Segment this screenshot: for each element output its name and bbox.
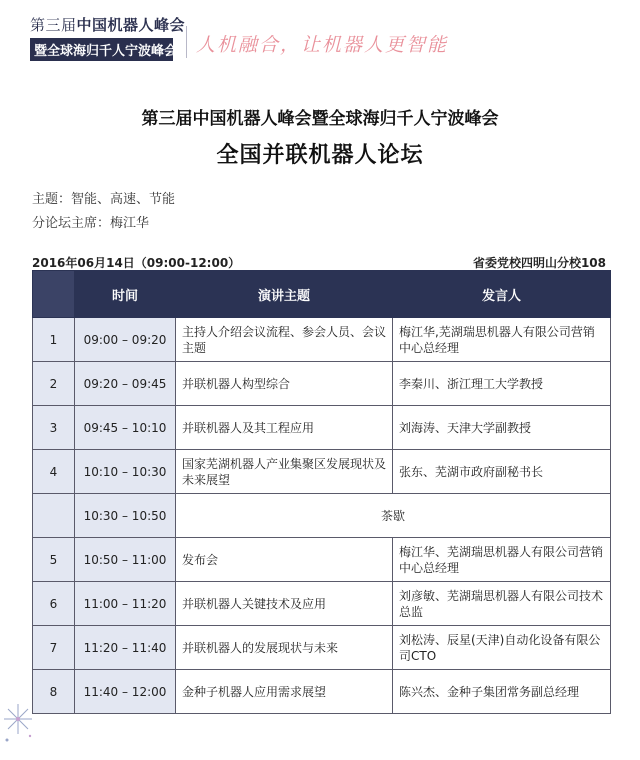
row-speaker: 梅江华、芜湖瑞思机器人有限公司营销中心总经理 (393, 538, 611, 582)
row-time: 11:00 – 11:20 (75, 582, 176, 626)
break-num (33, 494, 75, 538)
sparkle-icon (0, 700, 40, 750)
table-row (33, 582, 611, 626)
row-time: 09:45 – 10:10 (75, 406, 176, 450)
row-topic: 并联机器人及其工程应用 (176, 406, 393, 450)
session-venue: 省委党校四明山分校108 (472, 256, 606, 270)
row-num: 6 (33, 582, 75, 626)
brand-line2: 暨全球海归千人宁波峰会 (30, 38, 173, 61)
schedule-table (32, 270, 611, 714)
break-time: 10:30 – 10:50 (75, 494, 176, 538)
row-num: 3 (33, 406, 75, 450)
row-time: 09:20 – 09:45 (75, 362, 176, 406)
row-time: 10:10 – 10:30 (75, 450, 176, 494)
table-row (33, 450, 611, 494)
row-speaker: 刘松涛、辰星(天津)自动化设备有限公司CTO (393, 626, 611, 670)
row-time: 10:50 – 11:00 (75, 538, 176, 582)
theme-line: 主题：智能、高速、节能 (32, 192, 176, 207)
forum-title: 全国并联机器人论坛 (216, 143, 424, 168)
row-speaker: 刘彦敏、芜湖瑞思机器人有限公司技术总监 (393, 582, 611, 626)
row-time: 11:20 – 11:40 (75, 626, 176, 670)
header-num (33, 271, 75, 318)
row-time: 11:40 – 12:00 (75, 670, 176, 714)
row-num: 1 (33, 318, 75, 362)
header-time: 时间 (75, 271, 176, 318)
row-topic: 发布会 (176, 538, 393, 582)
break-row (33, 494, 611, 538)
event-title: 第三届中国机器人峰会暨全球海归千人宁波峰会 (141, 109, 499, 129)
table-row (33, 670, 611, 714)
header-speaker: 发言人 (393, 271, 611, 318)
brand-line1-bold: 中国机器人峰会 (76, 16, 186, 34)
table-row (33, 626, 611, 670)
row-speaker: 刘海涛、天津大学副教授 (393, 406, 611, 450)
row-topic: 并联机器人的发展现状与未来 (176, 626, 393, 670)
row-topic: 并联机器人构型综合 (176, 362, 393, 406)
slogan: 人机融合，让机器人更智能 (196, 34, 449, 56)
brand-line1-prefix: 第三届 (30, 16, 77, 34)
row-speaker: 梅江华,芜湖瑞思机器人有限公司营销中心总经理 (393, 318, 611, 362)
row-num: 7 (33, 626, 75, 670)
row-topic: 金种子机器人应用需求展望 (176, 670, 393, 714)
brand-divider (186, 26, 187, 58)
row-speaker: 陈兴杰、金种子集团常务副总经理 (393, 670, 611, 714)
chair-line: 分论坛主席：梅江华 (32, 216, 150, 231)
row-num: 8 (33, 670, 75, 714)
row-topic: 并联机器人关键技术及应用 (176, 582, 393, 626)
row-topic: 主持人介绍会议流程、参会人员、会议主题 (176, 318, 393, 362)
row-num: 2 (33, 362, 75, 406)
table-row (33, 362, 611, 406)
table-row (33, 538, 611, 582)
session-date: 2016年06月14日（09:00-12:00） (32, 256, 241, 270)
row-num: 5 (33, 538, 75, 582)
brand-logo (30, 14, 186, 61)
header-topic: 演讲主题 (176, 271, 393, 318)
row-num: 4 (33, 450, 75, 494)
break-label: 茶歇 (176, 494, 611, 538)
brand-line1 (30, 14, 186, 35)
table-header-row (33, 271, 611, 318)
row-speaker: 李秦川、浙江理工大学教授 (393, 362, 611, 406)
row-time: 09:00 – 09:20 (75, 318, 176, 362)
row-topic: 国家芜湖机器人产业集聚区发展现状及未来展望 (176, 450, 393, 494)
row-speaker: 张东、芜湖市政府副秘书长 (393, 450, 611, 494)
table-row (33, 406, 611, 450)
table-row (33, 318, 611, 362)
